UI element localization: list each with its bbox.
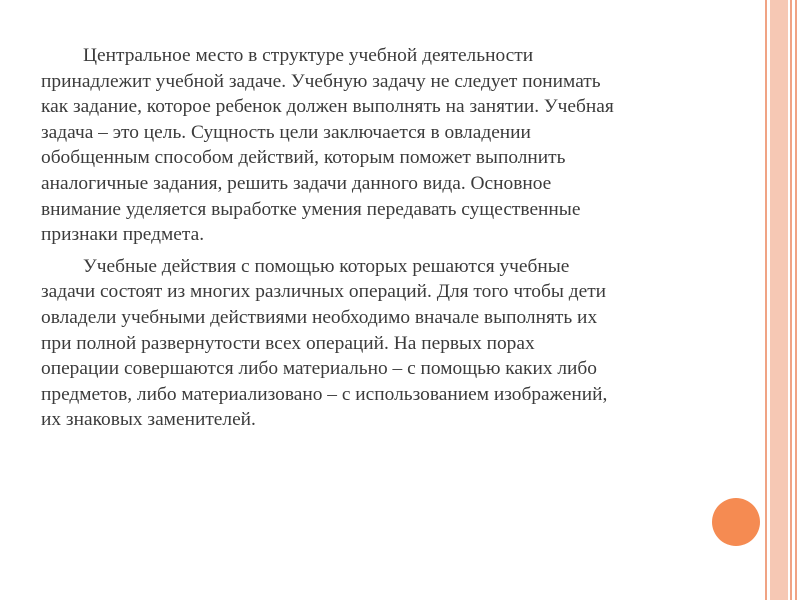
decorative-circle bbox=[712, 498, 760, 546]
decorative-stripe bbox=[765, 0, 767, 600]
text-line: предметов, либо материализовано – с использованием изображений, bbox=[41, 383, 608, 405]
text-line: задачи состоят из многих различных операций. Для того чтобы дети bbox=[41, 281, 607, 303]
text-line: Центральное место в структуре учебной деятельности bbox=[83, 45, 534, 66]
text-line: их знаковых заменителей. bbox=[41, 409, 256, 431]
text-line: при полной развернутости всех операций. На первых порах bbox=[41, 332, 535, 354]
text-line: принадлежит учебной задаче. Учебную задачу не следует понимать bbox=[41, 70, 601, 92]
body-text bbox=[41, 43, 770, 433]
text-line: признаки предмета. bbox=[41, 224, 205, 246]
decorative-band bbox=[770, 0, 788, 600]
text-line: операции совершаются либо материально – с помощью каких либо bbox=[41, 358, 597, 380]
text-line: овладели учебными действиями необходимо вначале выполнять их bbox=[41, 306, 598, 328]
decorative-stripe bbox=[790, 0, 792, 600]
text-line: как задание, которое ребенок должен выполнять на занятии. Учебная bbox=[41, 96, 614, 118]
text-line: обобщенным способом действий, которым поможет выполнить bbox=[41, 147, 566, 169]
decorative-stripe bbox=[795, 0, 797, 600]
text-line: задача – это цель. Сущность цели заключается в овладении bbox=[41, 121, 531, 143]
text-line: Учебные действия с помощью которых решаются учебные bbox=[83, 255, 570, 277]
text-line: аналогичные задания, решить задачи данного вида. Основное bbox=[41, 172, 552, 194]
paragraph-2 bbox=[41, 254, 770, 433]
text-line: внимание уделяется выработке умения передавать существенные bbox=[41, 198, 581, 220]
paragraph-1 bbox=[41, 43, 770, 248]
